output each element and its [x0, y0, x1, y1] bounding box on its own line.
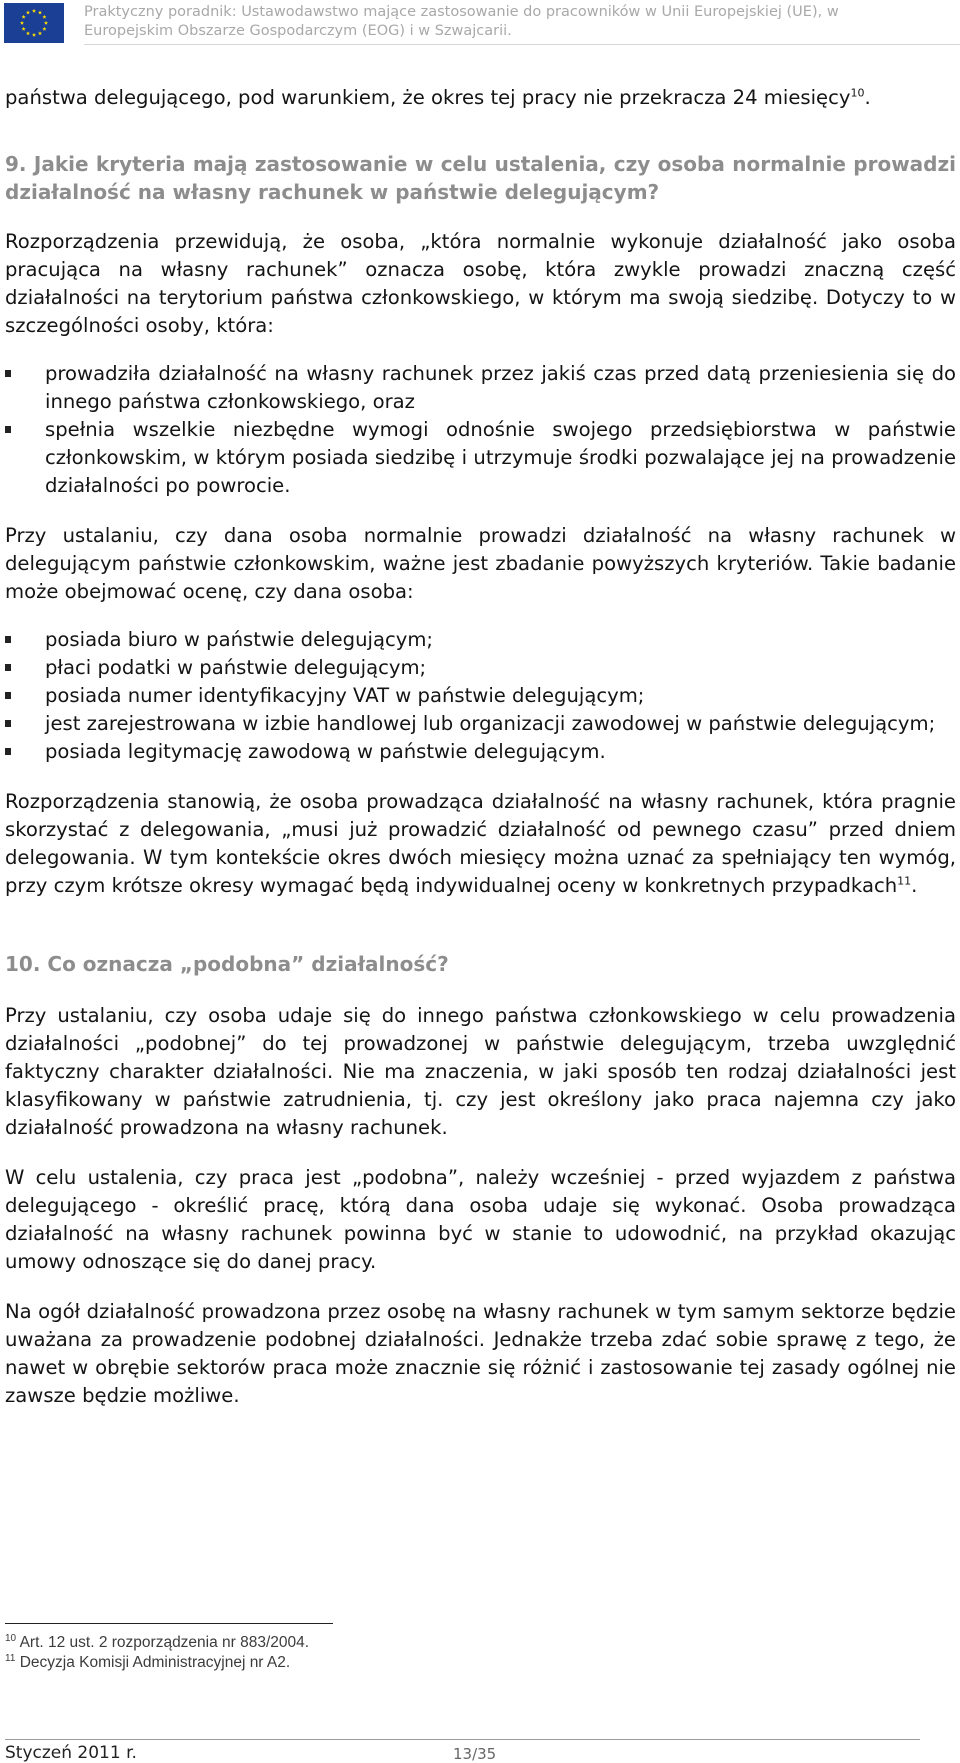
footnote-number: 11 [5, 1652, 16, 1664]
list-item-text: posiada legitymację zawodową w państwie delegującym. [45, 740, 606, 763]
footnote-text: Decyzja Komisji Administracyjnej nr A2. [19, 1654, 291, 1671]
eu-flag-icon [4, 3, 64, 43]
section-10-paragraph-2: W celu ustalenia, czy praca jest „podobna”, należy wcześniej - przed wyjazdem z państwa delegującego - określić pracę, którą dana osoba udaje się wykonać. Osoba prowadząca działalność na własny rachunek powinna być w stanie to udowodnić, na przykład okazując umowy odnoszące się do danej pracy. [5, 1166, 956, 1273]
bullet-icon [5, 370, 11, 377]
bullet-icon [5, 692, 11, 699]
page-content [5, 84, 956, 1410]
intro-text: państwa delegującego, pod warunkiem, że okres tej pracy nie przekracza 24 miesięcy [5, 86, 851, 109]
document-title-line-2: Europejskim Obszarze Gospodarczym (EOG) i w Szwajcarii. [84, 23, 512, 39]
bullet-list-assessment [5, 626, 956, 766]
section-9-paragraph-3 [5, 788, 956, 900]
list-item [5, 738, 956, 766]
footnotes [5, 1623, 945, 1673]
section-9-paragraph-1: Rozporządzenia przewidują, że osoba, „która normalnie wykonuje działalność jako osoba pracująca na własny rachunek” oznacza osobę, która zwykle prowadzi znaczną część działalności na terytorium państwa członkowskiego, w którym ma swoją siedzibę. Dotyczy to w szczególności osoby, która: [5, 230, 956, 337]
list-item-text: płaci podatki w państwie delegującym; [45, 656, 427, 679]
list-item [5, 626, 956, 654]
header-divider [84, 44, 960, 45]
list-item-text: prowadziła działalność na własny rachunek przez jakiś czas przed datą przeniesienia się do innego państwa członkowskiego, oraz [45, 362, 956, 413]
bullet-icon [5, 748, 11, 755]
list-item [5, 710, 956, 738]
list-item-text: posiada biuro w państwie delegującym; [45, 628, 434, 651]
footnote-ref-11[interactable]: 11 [897, 874, 912, 888]
bullet-icon [5, 664, 11, 671]
footnote-number: 10 [5, 1632, 17, 1644]
list-item-text: jest zarejestrowana w izbie handlowej lub organizacji zawodowej w państwie delegującym; [45, 712, 936, 735]
footnote-divider [5, 1623, 333, 1624]
footnote-10 [5, 1633, 945, 1653]
section-9-paragraph-3-end: . [911, 874, 918, 897]
section-10-paragraph-1: Przy ustalaniu, czy osoba udaje się do innego państwa członkowskiego w celu prowadzenia działalności „podobnej” do tej prowadzonej w państwie delegującym, trzeba uwzględnić faktyczny charakter działalności. Nie ma znaczenia, w jaki sposób ten rodzaj działalności jest klasyfikowany w państwie zatrudnienia, tj. czy jest określony jako praca najemna czy jako działalność prowadzona na własny rachunek. [5, 1004, 956, 1139]
section-9-paragraph-3-text: Rozporządzenia stanowią, że osoba prowadząca działalność na własny rachunek, która pragnie skorzystać z delegowania, „musi już prowadzić działalność od pewnego czasu” przed dniem delegowania. W tym kontekście okres dwóch miesięcy można uznać za spełniający ten wymóg, przy czym krótsze okresy wymagać będą indywidualnej oceny w konkretnych przypadkach [5, 790, 956, 897]
section-10-paragraph-3: Na ogół działalność prowadzona przez osobę na własny rachunek w tym samym sektorze będzie uważana za prowadzenie podobnej działalności. Jednakże trzeba zdać sobie sprawę z tego, że nawet w obrębie sektorów praca może znacznie się różnić i zastosowanie tej zasady ogólnej nie zawsze będzie możliwe. [5, 1300, 956, 1407]
list-item-text: spełnia wszelkie niezbędne wymogi odnośnie swojego przedsiębiorstwa w państwie członkowskim, w którym posiada siedzibę i utrzymuje środki pozwalające jej na prowadzenie działalności po powrocie. [45, 418, 956, 497]
bullet-list-criteria [5, 360, 956, 500]
bullet-icon [5, 720, 11, 727]
intro-paragraph [5, 84, 956, 112]
section-9-heading: 9. Jakie kryteria mają zastosowanie w celu ustalenia, czy osoba normalnie prowadzi działalność na własny rachunek w państwie delegującym? [5, 152, 956, 204]
section-9-paragraph-2: Przy ustalaniu, czy dana osoba normalnie prowadzi działalność na własny rachunek w delegującym państwie członkowskim, ważne jest zbadanie powyższych kryteriów. Takie badanie może obejmować ocenę, czy dana osoba: [5, 524, 956, 603]
document-title-line-1: Praktyczny poradnik: Ustawodawstwo mające zastosowanie do pracowników w Unii Europejskiej (UE), w [84, 4, 839, 20]
document-title [84, 3, 954, 41]
list-item [5, 360, 956, 416]
page-number: 13/35 [453, 1745, 497, 1763]
list-item [5, 416, 956, 500]
footnote-11 [5, 1653, 945, 1673]
page-header [0, 0, 960, 46]
bullet-icon [5, 636, 11, 643]
footnote-ref-10[interactable]: 10 [850, 86, 865, 100]
bullet-icon [5, 426, 11, 433]
list-item [5, 682, 956, 710]
section-10-heading: 10. Co oznacza „podobna” działalność? [5, 952, 449, 976]
list-item-text: posiada numer identyfikacyjny VAT w państwie delegującym; [45, 684, 645, 707]
footer-date: Styczeń 2011 r. [5, 1743, 137, 1763]
list-item [5, 654, 956, 682]
intro-end: . [864, 86, 871, 109]
footer-divider [5, 1739, 920, 1740]
footnote-text: Art. 12 ust. 2 rozporządzenia nr 883/2004. [19, 1634, 310, 1651]
